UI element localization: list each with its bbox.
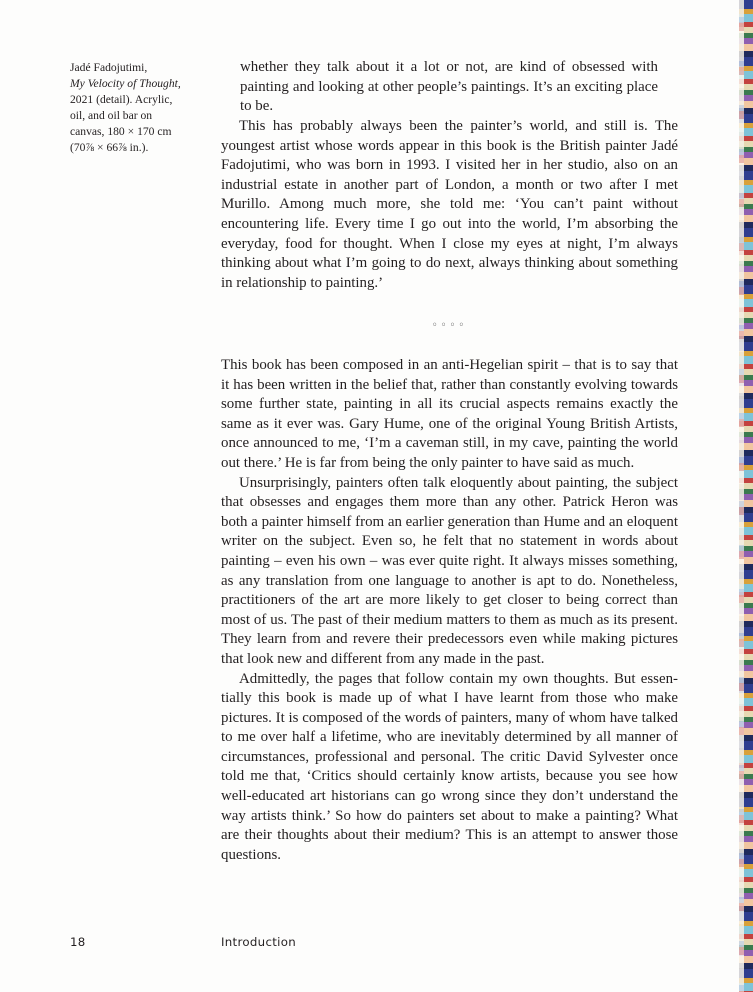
page-number: 18	[70, 935, 86, 949]
section-divider: ◦◦◦◦	[431, 320, 468, 331]
body-paragraph: This book has been composed in an anti-Hegelian spirit – that is to say that it has been written in the belief that, rather than constantly evolving towards some further state, painting in all its crucial aspects remains exactly the same as it ever was. Gary Hume, one of the original Young British Artists, once announced to me, ‘I’m a caveman still, in my cave, painting the world out there.’ He is far from being the only painter to have said as much.	[221, 357, 678, 471]
body-paragraph: This has probably always been the painter’s world, and still is. The youngest artist whose words appear in this book is the British painter Jadé Fadojutimi, who was born in 1993. I visited her in her studio, also on an industrial estate in another part of London, a month or two after I met Murillo. Among much more, she told me: ‘You can’t paint without encountering life. Every time I go out into the world, I’m absorbing the everyday, food for thought. When I close my eyes at night, I’m always thinking about what I’m going to do next, always thinking about something in relationship to painting.’	[221, 118, 678, 291]
continued-paragraph-block	[240, 58, 658, 117]
caption-artwork-title: My Velocity of Thought,	[70, 77, 181, 90]
caption-line: 2021 (detail). Acrylic,	[70, 93, 173, 106]
body-paragraph: Unsurprisingly, painters often talk eloquently about painting, the subject that obsesses and engages them more than any other. Patrick Heron was both a painter himself from an earlier generation than Hume and an eloquent writer on the subject. Even so, he felt that no statement in words about painting – even his own – was ever quite right. It always misses something, as any translation from one language to another is apt to do. Nonetheless, practitioners of the art are more likely to get closer to being correct than most of us. The past of their medium matters to them as much as its present. They learn from and revere their predecessors even while making pictures that look new and different from any made in the past.	[221, 474, 678, 667]
body-paragraph: whether they talk about it a lot or not, are kind of obsessed with painting and looking at other people’s paintings. It’s an exciting place to be.	[240, 59, 658, 115]
body-text-block	[221, 117, 678, 293]
caption-line: canvas, 180 × 170 cm	[70, 125, 172, 138]
body-text-block	[221, 356, 678, 865]
caption-line: (70⅞ × 66⅞ in.).	[70, 141, 149, 154]
body-paragraph: Admittedly, the pages that follow contain my own thoughts. But essentially this book is made up of what I have learnt from those who make pictures. It is composed of the words of painters, many of whom have talked to me over half a lifetime, who are inevitably determined by all manner of circumstances, professional and personal. The critic David Sylvester once told me that, ‘Critics should certainly know artists, because you see how well-educated art historians can go wrong since they don’t understand the way artists think.’ So how do painters set about to make a painting? What are their thoughts about their medium? This is an attempt to answer those questions.	[221, 670, 678, 863]
painting-edge-image	[739, 0, 753, 992]
caption-line: Jadé Fadojutimi,	[70, 61, 148, 74]
caption-line: oil, and oil bar on	[70, 109, 153, 122]
image-caption	[70, 60, 220, 156]
running-head: Introduction	[221, 935, 297, 949]
